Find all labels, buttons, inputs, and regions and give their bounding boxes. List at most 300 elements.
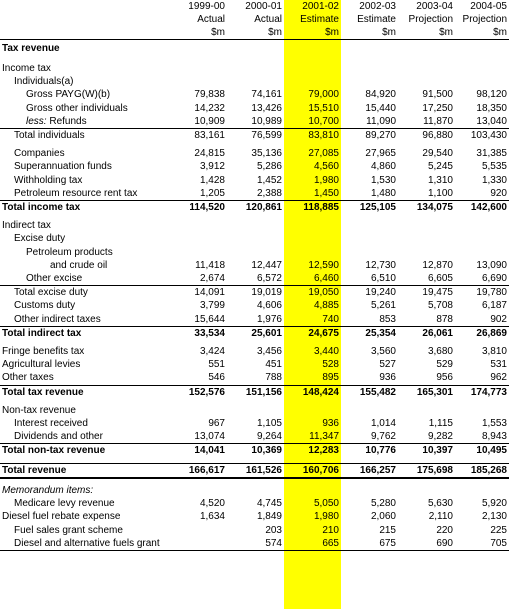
- value-cell: [170, 75, 227, 88]
- value-cell: 1,480: [370, 187, 396, 199]
- value-cell: 125,105: [341, 201, 398, 215]
- value-cell: 5,280: [370, 498, 396, 510]
- row-label-text: Non-tax revenue: [2, 404, 76, 416]
- table-row: [0, 371, 509, 385]
- row-label-text: Medicare levy revenue: [14, 498, 115, 510]
- value-cell: [398, 40, 455, 58]
- header-year: 2001-02: [302, 1, 339, 12]
- value-cell: 895: [322, 372, 339, 384]
- value-cell: 6,510: [370, 273, 396, 285]
- row-label-text: Total tax revenue: [2, 386, 84, 398]
- total-row: [0, 326, 509, 340]
- total-row: [0, 444, 509, 458]
- value-cell: 1,980: [313, 174, 339, 186]
- row-label: [0, 286, 170, 300]
- value-cell: 3,440: [313, 346, 339, 358]
- value-cell: 1,105: [256, 418, 282, 430]
- value-cell: 1,330: [481, 174, 507, 186]
- row-label-text: Agricultural levies: [2, 359, 81, 371]
- value-cell: [170, 484, 227, 497]
- value-cell: [398, 404, 455, 417]
- value-cell: 5,535: [481, 161, 507, 173]
- value-cell: 185,268: [455, 463, 509, 478]
- value-cell: 690: [398, 537, 455, 551]
- value-cell: 166,257: [341, 463, 398, 478]
- table-row: [0, 272, 509, 286]
- value-cell: 19,240: [341, 286, 398, 300]
- value-cell: 2,130: [481, 511, 507, 523]
- value-cell: [227, 232, 284, 245]
- row-label-text: Individuals(a): [14, 76, 74, 88]
- value-cell: 118,885: [284, 201, 341, 215]
- table-row: [0, 286, 509, 300]
- value-cell: 10,989: [251, 115, 282, 127]
- value-cell: 15,440: [365, 102, 396, 114]
- value-cell: [455, 246, 509, 259]
- value-cell: 13,040: [476, 115, 507, 127]
- value-cell: 3,799: [199, 300, 225, 312]
- row-label-text: Total revenue: [2, 464, 67, 476]
- total-row: [0, 385, 509, 399]
- value-cell: 967: [208, 418, 225, 430]
- row-label: [0, 187, 170, 201]
- value-cell: 155,482: [341, 385, 398, 399]
- value-cell: [398, 246, 455, 259]
- row-label: [0, 102, 170, 115]
- table-row: [0, 187, 509, 201]
- table-row: [0, 75, 509, 88]
- value-cell: [284, 40, 341, 58]
- value-cell: 91,500: [422, 89, 453, 101]
- row-label: [0, 524, 170, 537]
- value-cell: [455, 484, 509, 497]
- table-row: [0, 219, 509, 232]
- row-label: [0, 272, 170, 286]
- value-cell: [227, 62, 284, 75]
- value-cell: 19,050: [284, 286, 341, 300]
- value-cell: 956: [436, 372, 453, 384]
- row-label: [0, 385, 170, 399]
- header-unit: $m: [227, 26, 284, 40]
- value-cell: 103,430: [455, 129, 509, 143]
- value-cell: 902: [490, 313, 507, 325]
- row-label: [0, 326, 170, 340]
- row-label: [0, 463, 170, 478]
- row-label: [0, 259, 170, 272]
- value-cell: 3,424: [199, 346, 225, 358]
- value-cell: [341, 404, 398, 417]
- value-cell: 1,428: [199, 174, 225, 186]
- value-cell: 25,601: [227, 326, 284, 340]
- value-cell: [170, 246, 227, 259]
- row-label-text: Income tax: [2, 63, 51, 74]
- value-cell: 675: [341, 537, 398, 551]
- value-cell: 160,706: [284, 463, 341, 478]
- value-cell: 174,773: [455, 385, 509, 399]
- value-cell: 3,560: [370, 346, 396, 358]
- value-cell: 134,075: [398, 201, 455, 215]
- value-cell: [284, 62, 341, 75]
- value-cell: 83,161: [170, 129, 227, 143]
- value-cell: [227, 40, 284, 58]
- value-cell: [398, 75, 455, 88]
- value-cell: 13,090: [476, 259, 507, 271]
- value-cell: [227, 484, 284, 497]
- value-cell: 5,261: [370, 300, 396, 312]
- value-cell: 19,019: [227, 286, 284, 300]
- row-label: [0, 129, 170, 143]
- header-year-row: [0, 0, 509, 13]
- value-cell: 79,838: [194, 89, 225, 101]
- value-cell: 10,700: [308, 115, 339, 127]
- value-cell: 2,110: [428, 511, 453, 523]
- value-cell: [455, 232, 509, 245]
- table-row: [0, 232, 509, 245]
- value-cell: 166,617: [170, 463, 227, 478]
- value-cell: 546: [208, 372, 225, 384]
- row-label: [0, 160, 170, 173]
- row-label: [0, 75, 170, 88]
- table-row: [0, 510, 509, 523]
- header-type: Estimate: [300, 14, 339, 25]
- value-cell: 936: [322, 418, 339, 430]
- row-label: [0, 510, 170, 523]
- row-label-text: Tax revenue: [2, 43, 60, 54]
- value-cell: 5,050: [313, 498, 339, 510]
- header-unit: $m: [170, 26, 227, 40]
- row-label-text: Interest received: [14, 418, 88, 430]
- value-cell: 175,698: [398, 463, 455, 478]
- row-label-text: Memorandum items:: [2, 484, 94, 496]
- value-cell: 220: [436, 524, 453, 536]
- table-row: [0, 497, 509, 510]
- value-cell: 11,090: [366, 115, 396, 127]
- value-cell: 528: [322, 359, 339, 371]
- table-row: [0, 259, 509, 272]
- table-row: [0, 313, 509, 327]
- value-cell: 5,245: [427, 161, 453, 173]
- value-cell: 9,762: [370, 431, 396, 443]
- value-cell: 665: [284, 537, 341, 551]
- value-cell: 84,920: [365, 89, 396, 101]
- value-cell: 151,156: [227, 385, 284, 399]
- value-cell: 853: [379, 313, 396, 325]
- value-cell: 120,861: [227, 201, 284, 215]
- value-cell: 4,520: [199, 498, 225, 510]
- row-label-text: Total individuals: [14, 130, 85, 142]
- value-cell: 17,250: [422, 102, 453, 114]
- value-cell: 8,943: [481, 431, 507, 443]
- table-row: [0, 129, 509, 143]
- value-cell: 9,264: [256, 431, 282, 443]
- table-row: [0, 345, 509, 358]
- row-label-text: Total excise duty: [14, 287, 88, 299]
- value-cell: 215: [379, 524, 396, 536]
- row-label: [0, 497, 170, 510]
- value-cell: [284, 246, 341, 259]
- value-cell: 4,860: [370, 161, 396, 173]
- value-cell: 10,776: [341, 444, 398, 458]
- row-label: [0, 201, 170, 215]
- value-cell: [170, 524, 227, 537]
- value-cell: 12,283: [284, 444, 341, 458]
- value-cell: 142,600: [455, 201, 509, 215]
- header-year: 2003-04: [416, 1, 453, 12]
- value-cell: 3,912: [199, 161, 225, 173]
- value-cell: 1,849: [256, 511, 282, 523]
- total-row: [0, 463, 509, 478]
- value-cell: 936: [379, 372, 396, 384]
- value-cell: [227, 75, 284, 88]
- header-year: 2000-01: [245, 1, 282, 12]
- value-cell: 5,708: [427, 300, 453, 312]
- value-cell: [341, 62, 398, 75]
- value-cell: [341, 232, 398, 245]
- value-cell: 1,530: [370, 174, 396, 186]
- value-cell: 210: [322, 524, 339, 536]
- value-cell: [455, 404, 509, 417]
- value-cell: 1,450: [313, 187, 339, 199]
- value-cell: [398, 484, 455, 497]
- row-label-text: Diesel and alternative fuels grant: [14, 537, 160, 549]
- table-row: [0, 62, 509, 75]
- value-cell: 1,976: [256, 313, 282, 325]
- row-label-text: Other taxes: [2, 372, 54, 384]
- value-cell: [170, 62, 227, 75]
- table-row: [0, 430, 509, 444]
- value-cell: [341, 40, 398, 58]
- value-cell: 11,418: [195, 259, 225, 271]
- value-cell: 225: [490, 524, 507, 536]
- row-label: [0, 404, 170, 417]
- value-cell: 15,510: [308, 102, 339, 114]
- value-cell: 4,885: [313, 300, 339, 312]
- value-cell: 76,599: [227, 129, 284, 143]
- header-unit: $m: [341, 26, 398, 40]
- value-cell: 788: [265, 372, 282, 384]
- value-cell: 920: [490, 187, 507, 199]
- value-cell: [284, 484, 341, 497]
- value-cell: 1,634: [199, 511, 225, 523]
- header-year: 1999-00: [188, 1, 225, 12]
- row-label-text: and crude oil: [50, 259, 108, 271]
- row-label: [0, 313, 170, 327]
- value-cell: 574: [227, 537, 284, 551]
- row-label: [0, 358, 170, 371]
- value-cell: 5,286: [256, 161, 282, 173]
- value-cell: 2,060: [370, 511, 396, 523]
- row-label: [0, 299, 170, 312]
- row-label-text: Fringe benefits tax: [2, 346, 85, 358]
- value-cell: 527: [379, 359, 396, 371]
- value-cell: [170, 219, 227, 232]
- table-row: [0, 299, 509, 312]
- table-row: [0, 404, 509, 417]
- value-cell: 1,452: [256, 174, 282, 186]
- row-label-text: Customs duty: [14, 300, 76, 312]
- value-cell: 1,553: [481, 418, 507, 430]
- value-cell: [455, 75, 509, 88]
- value-cell: [227, 219, 284, 232]
- row-label: [0, 444, 170, 458]
- value-cell: [170, 404, 227, 417]
- value-cell: 6,690: [481, 273, 507, 285]
- row-label-text: Companies: [14, 148, 65, 160]
- table-row: [0, 524, 509, 537]
- value-cell: [455, 219, 509, 232]
- row-label: [0, 88, 170, 101]
- value-cell: 74,161: [251, 89, 282, 101]
- value-cell: 962: [490, 372, 507, 384]
- value-cell: 15,644: [194, 313, 225, 325]
- value-cell: [455, 62, 509, 75]
- value-cell: 1,980: [313, 511, 339, 523]
- row-label: [0, 115, 170, 129]
- value-cell: [398, 219, 455, 232]
- header-type: Projection: [462, 14, 507, 25]
- value-cell: [284, 219, 341, 232]
- value-cell: 551: [208, 359, 225, 371]
- value-cell: 14,091: [170, 286, 227, 300]
- row-label-text: Total non-tax revenue: [2, 445, 106, 457]
- value-cell: [170, 40, 227, 58]
- value-cell: [284, 75, 341, 88]
- row-label: [0, 345, 170, 358]
- value-cell: 18,350: [476, 102, 507, 114]
- row-label: [0, 62, 170, 75]
- value-cell: 10,495: [455, 444, 509, 458]
- row-label-text: Total income tax: [2, 202, 81, 214]
- value-cell: 10,909: [194, 115, 225, 127]
- value-cell: 4,560: [313, 161, 339, 173]
- row-label-text: Gross PAYG(W)(b): [26, 89, 111, 101]
- value-cell: 79,000: [308, 89, 339, 101]
- row-label: [0, 484, 170, 497]
- value-cell: 1,310: [427, 174, 453, 186]
- value-cell: 11,347: [309, 431, 339, 443]
- row-label-text: Superannuation funds: [14, 161, 112, 173]
- table-row: [0, 484, 509, 497]
- header-year: 2004-05: [470, 1, 507, 12]
- value-cell: [398, 62, 455, 75]
- value-cell: 161,526: [227, 463, 284, 478]
- row-label: [0, 232, 170, 245]
- value-cell: 96,880: [398, 129, 455, 143]
- value-cell: 1,205: [199, 187, 225, 199]
- value-cell: 13,426: [251, 102, 282, 114]
- header-type: Actual: [197, 14, 225, 25]
- header-type-row: [0, 13, 509, 26]
- table-row: [0, 160, 509, 173]
- value-cell: 740: [322, 313, 339, 325]
- table-row: [0, 102, 509, 115]
- header-unit: $m: [284, 26, 341, 40]
- value-cell: [227, 246, 284, 259]
- table-row: [0, 174, 509, 187]
- value-cell: 24,675: [284, 326, 341, 340]
- value-cell: 9,282: [427, 431, 453, 443]
- row-label: [0, 147, 170, 160]
- value-cell: 451: [265, 359, 282, 371]
- row-label-text: Other excise: [26, 273, 83, 285]
- value-cell: 203: [265, 524, 282, 536]
- value-cell: 27,965: [365, 148, 396, 160]
- value-cell: 25,354: [341, 326, 398, 340]
- value-cell: 531: [490, 359, 507, 371]
- row-label-text: Indirect tax: [2, 220, 51, 232]
- table-row: [0, 537, 509, 551]
- value-cell: 152,576: [170, 385, 227, 399]
- value-cell: 1,100: [427, 187, 453, 199]
- value-cell: 4,745: [256, 498, 282, 510]
- row-label: [0, 371, 170, 385]
- value-cell: 12,870: [422, 259, 453, 271]
- header-unit: $m: [455, 26, 509, 40]
- value-cell: 1,014: [370, 418, 396, 430]
- value-cell: 3,456: [256, 346, 282, 358]
- row-label: [0, 174, 170, 187]
- value-cell: [170, 537, 227, 551]
- value-cell: [284, 232, 341, 245]
- table-row: [0, 417, 509, 430]
- section-row: [0, 40, 509, 58]
- value-cell: 35,136: [251, 148, 282, 160]
- value-cell: 5,630: [427, 498, 453, 510]
- table-row: [0, 115, 509, 129]
- value-cell: [341, 246, 398, 259]
- table-row: [0, 88, 509, 101]
- value-cell: 878: [436, 313, 453, 325]
- row-label: [0, 537, 170, 551]
- value-cell: 26,869: [455, 326, 509, 340]
- value-cell: 26,061: [398, 326, 455, 340]
- value-cell: 33,534: [170, 326, 227, 340]
- header-unit-row: [0, 26, 509, 40]
- value-cell: [227, 404, 284, 417]
- value-cell: 29,540: [422, 148, 453, 160]
- value-cell: 1,115: [428, 418, 453, 430]
- value-cell: 3,810: [481, 346, 507, 358]
- header-year: 2002-03: [359, 1, 396, 12]
- value-cell: 27,085: [308, 148, 339, 160]
- value-cell: 12,590: [308, 259, 339, 271]
- value-cell: 19,475: [398, 286, 455, 300]
- value-cell: 3,680: [427, 346, 453, 358]
- row-label: [0, 40, 170, 58]
- table-row: [0, 246, 509, 259]
- header-type: Estimate: [357, 14, 396, 25]
- row-label-text: Fuel sales grant scheme: [14, 524, 123, 536]
- table-row: [0, 358, 509, 371]
- row-label: [0, 219, 170, 232]
- row-label-text: Petroleum resource rent tax: [14, 187, 138, 199]
- row-label: [0, 417, 170, 430]
- value-cell: 6,605: [427, 273, 453, 285]
- value-cell: [398, 232, 455, 245]
- value-cell: 6,187: [481, 300, 507, 312]
- value-cell: 2,674: [199, 273, 225, 285]
- value-cell: 89,270: [341, 129, 398, 143]
- value-cell: 12,730: [365, 259, 396, 271]
- row-label-text: Other indirect taxes: [14, 313, 101, 325]
- value-cell: [455, 40, 509, 58]
- row-label: [0, 430, 170, 444]
- value-cell: 165,301: [398, 385, 455, 399]
- header-unit: $m: [398, 26, 455, 40]
- header-type: Actual: [254, 14, 282, 25]
- value-cell: [341, 484, 398, 497]
- row-label: [0, 246, 170, 259]
